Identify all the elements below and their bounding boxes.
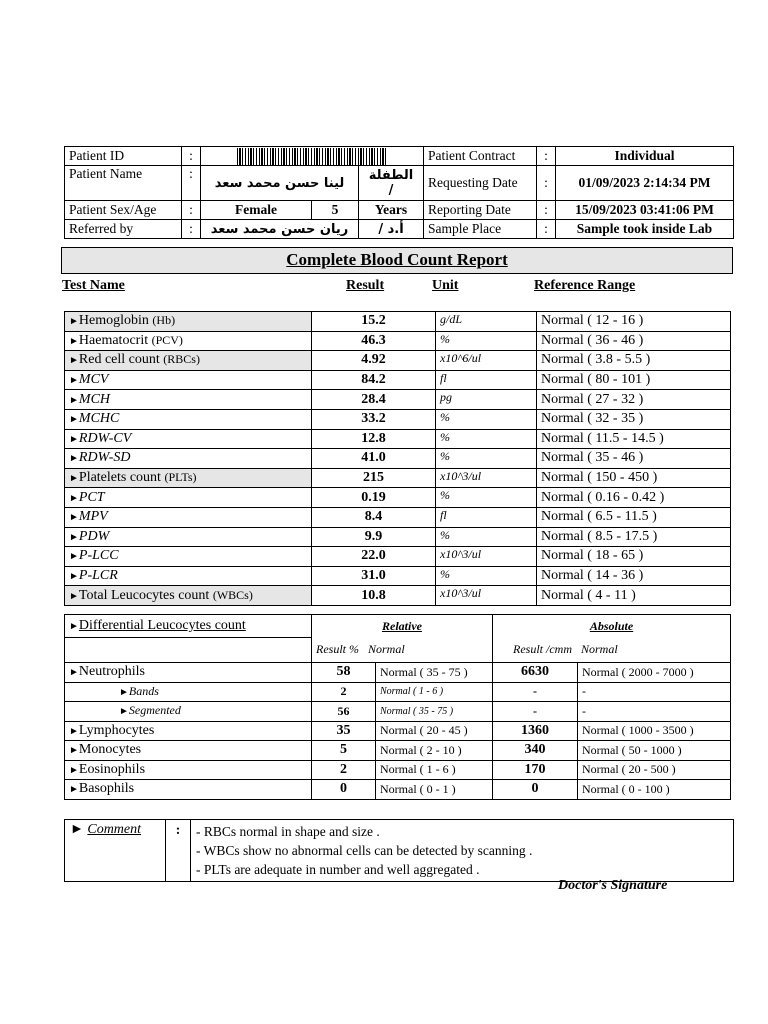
table-row: [65, 488, 731, 508]
triangle-right-icon: ►: [69, 414, 79, 426]
triangle-right-icon: ►: [69, 621, 79, 632]
relative-header: Relative: [312, 615, 493, 638]
triangle-right-icon: ►: [70, 822, 84, 837]
diff-relative-normal: Normal ( 20 - 45 ): [376, 721, 493, 741]
test-result: 10.8: [312, 586, 436, 606]
table-row: [65, 449, 731, 469]
diff-absolute-result: 170: [493, 760, 578, 780]
test-name: ►P-LCR: [65, 566, 312, 586]
patient-info-table: Patient ID : Patient Contract : Individual Patient Name : لينا حسن محمد سعد الطفلة / Requesting Date : 01/09/2023 2:14:34 PM Patient Sex/Age : Female 5 Years Reporting Date : 15/09/2023 03:41:06 PM Referred by : ريان حسن محمد سعد أ.د / Sample Place : Sample took inside Lab: [64, 146, 734, 239]
diff-name: ►Lymphocytes: [65, 721, 312, 741]
sample-place-value: Sample took inside Lab: [556, 220, 734, 239]
test-reference: Normal ( 12 - 16 ): [537, 312, 731, 332]
sex-age-label: Patient Sex/Age: [65, 201, 182, 220]
test-result: 4.92: [312, 351, 436, 371]
col-test-name: Test Name: [62, 278, 125, 293]
patient-title: الطفلة /: [359, 166, 424, 201]
test-result: 84.2: [312, 370, 436, 390]
diff-name: ►Neutrophils: [65, 663, 312, 683]
triangle-right-icon: ►: [69, 571, 79, 583]
test-name: ►MCHC: [65, 409, 312, 429]
triangle-right-icon: ►: [69, 551, 79, 563]
barcode-icon: [237, 148, 387, 165]
test-name: ►Hemoglobin (Hb): [65, 312, 312, 332]
table-row: [65, 409, 731, 429]
test-result: 12.8: [312, 429, 436, 449]
test-name: ►RDW-CV: [65, 429, 312, 449]
differential-table: [64, 614, 731, 800]
triangle-right-icon: ►: [69, 492, 79, 504]
test-reference: Normal ( 6.5 - 11.5 ): [537, 507, 731, 527]
table-row: [65, 721, 731, 741]
diff-absolute-normal: -: [578, 702, 731, 722]
triangle-right-icon: ►: [69, 764, 79, 776]
test-name: ►PCT: [65, 488, 312, 508]
diff-name: ►Segmented: [65, 702, 312, 722]
relative-subheader: Result % Normal: [312, 638, 493, 663]
triangle-right-icon: ►: [119, 686, 129, 698]
diff-relative-result: 5: [312, 741, 376, 761]
test-unit: x10^3/ul: [436, 468, 537, 488]
test-reference: Normal ( 11.5 - 14.5 ): [537, 429, 731, 449]
test-reference: Normal ( 36 - 46 ): [537, 331, 731, 351]
comment-table: ► Comment : - RBCs normal in shape and size . - WBCs show no abnormal cells can be detected by scanning . - PLTs are adequate in number and well aggregated .: [64, 819, 734, 882]
requesting-date-value: 01/09/2023 2:14:34 PM: [556, 166, 734, 201]
test-result: 31.0: [312, 566, 436, 586]
table-row: [65, 527, 731, 547]
test-unit: %: [436, 409, 537, 429]
triangle-right-icon: ►: [69, 394, 79, 406]
reporting-date-value: 15/09/2023 03:41:06 PM: [556, 201, 734, 220]
diff-relative-normal: Normal ( 2 - 10 ): [376, 741, 493, 761]
test-unit: x10^6/ul: [436, 351, 537, 371]
diff-relative-normal: Normal ( 35 - 75 ): [376, 702, 493, 722]
test-unit: %: [436, 527, 537, 547]
triangle-right-icon: ►: [69, 667, 79, 679]
test-result: 0.19: [312, 488, 436, 508]
test-name: ►RDW-SD: [65, 449, 312, 469]
report-title: Complete Blood Count Report: [61, 247, 733, 274]
test-unit: x10^3/ul: [436, 586, 537, 606]
diff-relative-result: 56: [312, 702, 376, 722]
test-result: 8.4: [312, 507, 436, 527]
table-row: [65, 586, 731, 606]
comment-label: ► Comment: [65, 820, 166, 882]
test-reference: Normal ( 35 - 46 ): [537, 449, 731, 469]
table-row: [65, 468, 731, 488]
test-result: 46.3: [312, 331, 436, 351]
table-row: [65, 663, 731, 683]
triangle-right-icon: ►: [119, 706, 129, 718]
triangle-right-icon: ►: [69, 784, 79, 796]
referred-by-value: ريان حسن محمد سعد: [201, 220, 359, 239]
table-row: [65, 547, 731, 567]
test-unit: g/dL: [436, 312, 537, 332]
test-reference: Normal ( 27 - 32 ): [537, 390, 731, 410]
table-row: [65, 390, 731, 410]
test-unit: pg: [436, 390, 537, 410]
patient-name-label: Patient Name: [65, 166, 182, 201]
triangle-right-icon: ►: [69, 433, 79, 445]
differential-title: ►Differential Leucocytes count: [65, 615, 312, 638]
test-result: 22.0: [312, 547, 436, 567]
test-reference: Normal ( 4 - 11 ): [537, 586, 731, 606]
table-row: [65, 702, 731, 722]
test-unit: %: [436, 488, 537, 508]
test-result: 33.2: [312, 409, 436, 429]
cbc-table: [64, 311, 731, 606]
comment-text: - RBCs normal in shape and size . - WBCs show no abnormal cells can be detected by scanning . - PLTs are adequate in number and well aggregated .: [191, 820, 734, 882]
test-unit: %: [436, 331, 537, 351]
patient-id-barcode: [201, 147, 424, 166]
test-reference: Normal ( 18 - 65 ): [537, 547, 731, 567]
age-unit: Years: [359, 201, 424, 220]
patient-id-label: Patient ID: [65, 147, 182, 166]
diff-absolute-result: 0: [493, 780, 578, 800]
diff-absolute-result: 340: [493, 741, 578, 761]
patient-name-value: لينا حسن محمد سعد: [201, 166, 359, 201]
test-unit: fl: [436, 507, 537, 527]
triangle-right-icon: ►: [69, 375, 79, 387]
test-name: ►P-LCC: [65, 547, 312, 567]
test-name: ►MCH: [65, 390, 312, 410]
table-row: [65, 741, 731, 761]
test-name: ►MCV: [65, 370, 312, 390]
diff-relative-result: 0: [312, 780, 376, 800]
diff-relative-result: 35: [312, 721, 376, 741]
test-unit: %: [436, 566, 537, 586]
absolute-subheader: Result /cmm Normal: [493, 638, 731, 663]
diff-relative-result: 2: [312, 682, 376, 702]
absolute-header: Absolute: [493, 615, 731, 638]
patient-contract-value: Individual: [556, 147, 734, 166]
diff-absolute-result: 6630: [493, 663, 578, 683]
referred-by-title: أ.د /: [359, 220, 424, 239]
test-reference: Normal ( 150 - 450 ): [537, 468, 731, 488]
table-row: [65, 331, 731, 351]
diff-relative-normal: Normal ( 35 - 75 ): [376, 663, 493, 683]
diff-absolute-normal: Normal ( 50 - 1000 ): [578, 741, 731, 761]
test-reference: Normal ( 14 - 36 ): [537, 566, 731, 586]
test-name: ►Platelets count (PLTs): [65, 468, 312, 488]
diff-name: ►Basophils: [65, 780, 312, 800]
test-name: ►Haematocrit (PCV): [65, 331, 312, 351]
triangle-right-icon: ►: [69, 453, 79, 465]
col-result: Result: [346, 278, 385, 293]
diff-relative-result: 2: [312, 760, 376, 780]
sample-place-label: Sample Place: [424, 220, 537, 239]
col-unit: Unit: [432, 278, 459, 293]
table-row: [65, 351, 731, 371]
table-row: [65, 370, 731, 390]
diff-relative-normal: Normal ( 1 - 6 ): [376, 682, 493, 702]
test-result: 41.0: [312, 449, 436, 469]
triangle-right-icon: ►: [69, 590, 79, 602]
diff-name: ►Eosinophils: [65, 760, 312, 780]
sex-value: Female: [201, 201, 312, 220]
table-row: [65, 312, 731, 332]
referred-by-label: Referred by: [65, 220, 182, 239]
table-row: [65, 429, 731, 449]
diff-relative-result: 58: [312, 663, 376, 683]
test-reference: Normal ( 8.5 - 17.5 ): [537, 527, 731, 547]
triangle-right-icon: ►: [69, 745, 79, 757]
diff-name: ►Bands: [65, 682, 312, 702]
test-name: ►Total Leucocytes count (WBCs): [65, 586, 312, 606]
table-row: [65, 682, 731, 702]
test-reference: Normal ( 32 - 35 ): [537, 409, 731, 429]
test-unit: x10^3/ul: [436, 547, 537, 567]
diff-absolute-result: -: [493, 702, 578, 722]
test-result: 28.4: [312, 390, 436, 410]
triangle-right-icon: ►: [69, 316, 79, 328]
requesting-date-label: Requesting Date: [424, 166, 537, 201]
diff-absolute-normal: Normal ( 2000 - 7000 ): [578, 663, 731, 683]
diff-relative-normal: Normal ( 0 - 1 ): [376, 780, 493, 800]
test-unit: %: [436, 429, 537, 449]
test-name: ►MPV: [65, 507, 312, 527]
diff-name: ►Monocytes: [65, 741, 312, 761]
triangle-right-icon: ►: [69, 355, 79, 367]
col-reference-range: Reference Range: [534, 278, 636, 293]
test-name: ►PDW: [65, 527, 312, 547]
diff-absolute-normal: Normal ( 0 - 100 ): [578, 780, 731, 800]
triangle-right-icon: ►: [69, 725, 79, 737]
table-row: [65, 760, 731, 780]
triangle-right-icon: ►: [69, 531, 79, 543]
test-result: 215: [312, 468, 436, 488]
diff-relative-normal: Normal ( 1 - 6 ): [376, 760, 493, 780]
diff-absolute-normal: -: [578, 682, 731, 702]
table-row: [65, 566, 731, 586]
test-reference: Normal ( 3.8 - 5.5 ): [537, 351, 731, 371]
diff-absolute-result: 1360: [493, 721, 578, 741]
diff-absolute-normal: Normal ( 1000 - 3500 ): [578, 721, 731, 741]
triangle-right-icon: ►: [69, 473, 79, 485]
table-row: [65, 507, 731, 527]
reporting-date-label: Reporting Date: [424, 201, 537, 220]
test-result: 15.2: [312, 312, 436, 332]
triangle-right-icon: ►: [69, 335, 79, 347]
table-row: [65, 780, 731, 800]
patient-contract-label: Patient Contract: [424, 147, 537, 166]
diff-absolute-result: -: [493, 682, 578, 702]
test-reference: Normal ( 80 - 101 ): [537, 370, 731, 390]
test-unit: fl: [436, 370, 537, 390]
test-result: 9.9: [312, 527, 436, 547]
triangle-right-icon: ►: [69, 512, 79, 524]
diff-absolute-normal: Normal ( 20 - 500 ): [578, 760, 731, 780]
test-name: ►Red cell count (RBCs): [65, 351, 312, 371]
test-reference: Normal ( 0.16 - 0.42 ): [537, 488, 731, 508]
age-value: 5: [312, 201, 359, 220]
doctor-signature: Doctor's Signature: [558, 878, 668, 893]
test-unit: %: [436, 449, 537, 469]
